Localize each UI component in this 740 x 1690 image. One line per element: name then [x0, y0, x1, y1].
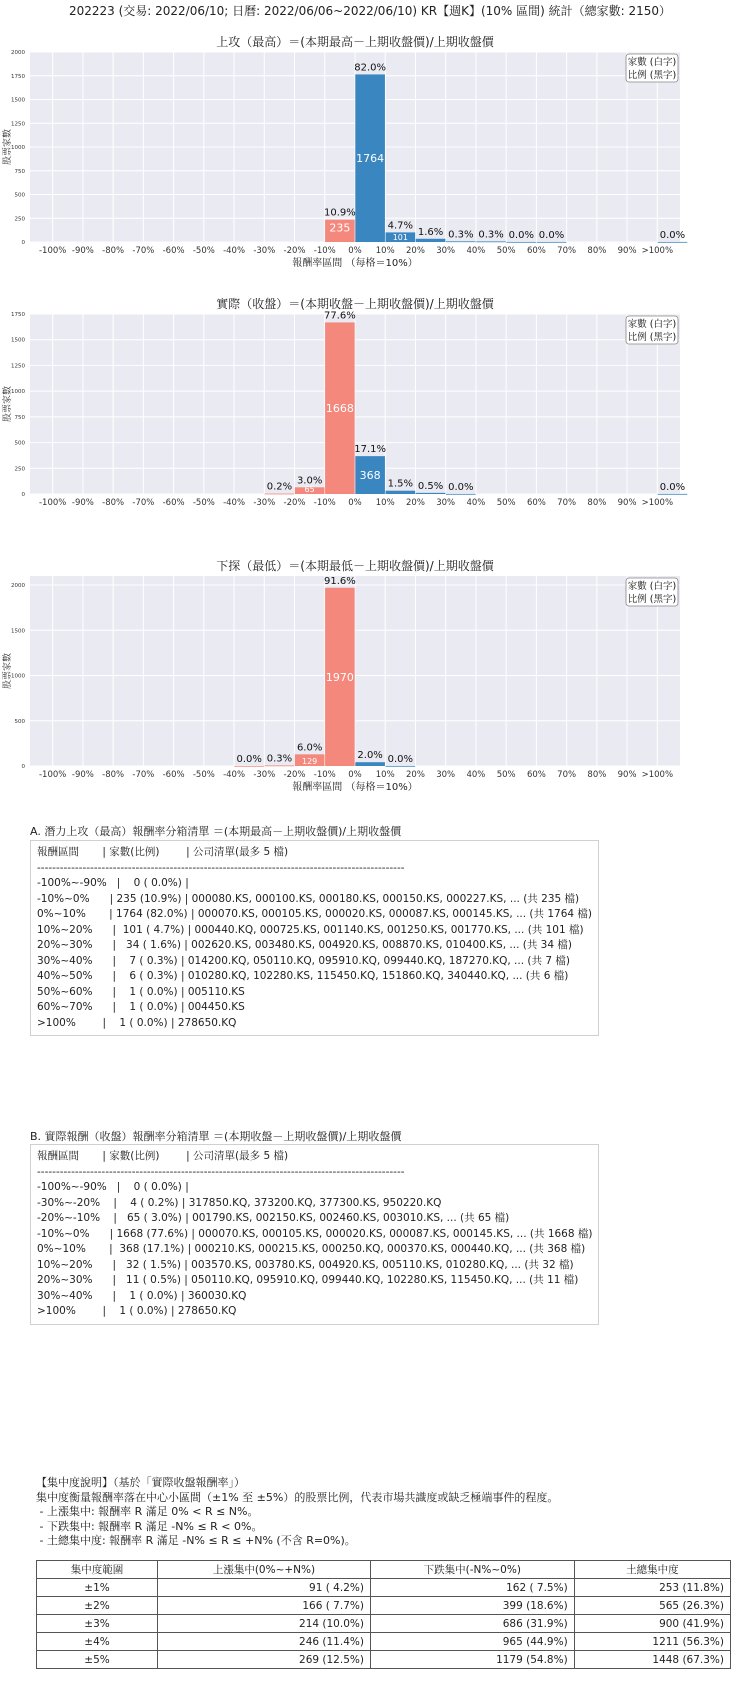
bar [265, 494, 295, 495]
x-tick-label: -90% [71, 770, 94, 780]
bar-pct-label: 10.9% [323, 207, 356, 219]
x-tick-label: 50% [496, 246, 516, 256]
y-tick-label: 1750 [11, 312, 25, 318]
bar [355, 762, 385, 766]
bar-pct-label: 77.6% [323, 310, 356, 322]
column-header: 土總集中度 [574, 1561, 730, 1579]
section-b-row: -30%~-20% | 4 ( 0.2%) | 317850.KQ, 373200.KQ, 377300.KS, 950220.KQ [37, 1196, 442, 1209]
section-a-row: >100% | 1 ( 0.0%) | 278650.KQ [37, 1016, 237, 1029]
chart-title: 實際（收盤）＝(本期收盤－上期收盤價)/上期收盤價 [216, 297, 494, 311]
x-tick-label: 90% [617, 770, 637, 780]
x-tick-label: 30% [436, 770, 456, 780]
section-a-row: -10%~0% | 235 (10.9%) | 000080.KS, 000100.KS, 000180.KS, 000150.KS, 000227.KS, ... (共 235 檔) [37, 892, 580, 905]
bar-count-label: 368 [359, 469, 381, 483]
y-tick-label: 250 [14, 216, 25, 223]
bar-pct-label: 0.3% [266, 753, 293, 765]
bar-pct-label: 0.5% [417, 480, 444, 492]
bar-count-label: 1764 [356, 152, 385, 166]
table-row [37, 1633, 731, 1651]
x-tick-label: -20% [283, 246, 306, 256]
x-tick-label: 10% [375, 770, 395, 780]
x-tick-label: 50% [496, 498, 516, 508]
bar [446, 494, 476, 495]
x-tick-label: -30% [253, 498, 276, 508]
table-cell: ±2% [37, 1597, 158, 1615]
bar [386, 491, 416, 494]
y-tick-label: 0 [21, 764, 25, 770]
y-tick-label: 1500 [11, 97, 25, 104]
x-tick-label: >100% [641, 770, 674, 780]
x-tick-label: -50% [192, 498, 215, 508]
x-tick-label: -60% [162, 246, 185, 256]
x-tick-label: 0% [348, 246, 362, 256]
y-tick-label: 1250 [11, 363, 25, 370]
section-b-row: 20%~30% | 11 ( 0.5%) | 050110.KQ, 095910.KQ, 099440.KQ, 102280.KS, 115450.KQ, ... (共 11 檔) [37, 1274, 579, 1286]
table-cell: 162 ( 7.5%) [370, 1579, 574, 1597]
bar-pct-label: 0.0% [538, 229, 565, 241]
x-tick-label: -10% [313, 498, 336, 508]
x-tick-label: 80% [587, 498, 607, 508]
concentration-note: - 上漲集中: 報酬率 R 滿足 0% < R ≤ N%。 [36, 1505, 259, 1518]
table-cell: 253 (11.8%) [574, 1579, 730, 1597]
bar-pct-label: 0.0% [387, 753, 414, 765]
bar [416, 493, 446, 494]
table-row [37, 1651, 731, 1669]
bar-pct-label: 0.0% [508, 229, 534, 241]
x-tick-label: -40% [223, 246, 246, 256]
bar [416, 239, 446, 242]
section-a-row: -100%~-90% | 0 ( 0.0%) | [37, 877, 189, 889]
table-cell: 246 (11.4%) [158, 1633, 371, 1651]
x-tick-label: -90% [71, 498, 94, 508]
y-tick-label: 250 [14, 466, 25, 473]
x-tick-label: 30% [436, 498, 456, 508]
y-axis-label: 股票家數 [3, 652, 13, 690]
x-tick-label: 50% [496, 770, 516, 780]
legend-item-ratio: 比例 (黑字) [627, 594, 677, 605]
y-tick-label: 500 [14, 192, 25, 199]
x-tick-label: 40% [466, 770, 486, 780]
y-tick-label: 500 [14, 440, 25, 447]
y-tick-label: 1250 [11, 121, 25, 128]
bar-pct-label: 3.0% [296, 475, 323, 487]
x-tick-label: 70% [557, 498, 577, 508]
section-a-table [30, 840, 599, 1036]
bar-count-label: 235 [329, 221, 351, 235]
y-tick-label: 500 [14, 718, 25, 725]
section-b-row: >100% | 1 ( 0.0%) | 278650.KQ [37, 1305, 237, 1317]
x-tick-label: 70% [557, 246, 577, 256]
section-a-separator: ------------------------------------------------------------------------------------------------- [37, 861, 405, 874]
bar-pct-label: 0.0% [448, 481, 474, 493]
concentration-table [36, 1560, 731, 1669]
section-b-row: 0%~10% | 368 (17.1%) | 000210.KS, 000215.KS, 000250.KQ, 000370.KS, 000440.KQ, ... (共 368 檔) [37, 1243, 586, 1255]
x-tick-label: -30% [253, 246, 276, 256]
bar-pct-label: 1.5% [387, 478, 414, 490]
y-tick-label: 1000 [11, 673, 25, 680]
page-title: 202223 (交易: 2022/06/10; 日曆: 2022/06/06~2022/06/10) KR【週K】(10% 區間) 統計（總家數: 2150） [68, 4, 672, 18]
bar-pct-label: 0.0% [236, 753, 262, 765]
x-tick-label: -50% [192, 770, 215, 780]
y-tick-label: 750 [14, 414, 25, 421]
table-cell: ±1% [37, 1579, 158, 1597]
legend-item-count: 家數 (白字) [627, 57, 677, 68]
section-b-row: 30%~40% | 1 ( 0.0%) | 360030.KQ [37, 1289, 247, 1302]
chart-title: 上攻（最高）＝(本期最高－上期收盤價)/上期收盤價 [216, 35, 494, 49]
x-tick-label: 40% [466, 498, 486, 508]
x-tick-label: >100% [641, 498, 674, 508]
table-cell: ±5% [37, 1651, 158, 1669]
x-tick-label: 20% [406, 498, 425, 508]
x-tick-label: -100% [38, 498, 67, 508]
column-header: 下跌集中(-N%~0%) [370, 1561, 574, 1579]
section-a-title: A. 潛力上攻（最高）報酬率分箱清單 ＝(本期最高－上期收盤價)/上期收盤價 [30, 825, 402, 838]
bar-count-label: 101 [392, 233, 408, 242]
table-cell: 686 (31.9%) [370, 1615, 574, 1633]
y-tick-label: 1500 [11, 628, 25, 635]
table-cell: 399 (18.6%) [370, 1597, 574, 1615]
section-b-table [30, 1144, 599, 1325]
x-tick-label: -20% [283, 770, 306, 780]
x-tick-label: -80% [102, 770, 125, 780]
x-tick-label: 30% [436, 246, 456, 256]
bar [234, 766, 264, 767]
bar-pct-label: 0.2% [266, 481, 293, 493]
x-tick-label: 90% [617, 246, 637, 256]
legend-item-ratio: 比例 (黑字) [627, 70, 677, 81]
bar-pct-label: 82.0% [354, 62, 387, 74]
table-cell: 269 (12.5%) [158, 1651, 371, 1669]
bar [446, 241, 476, 242]
y-tick-label: 750 [14, 168, 25, 175]
concentration-header-row [37, 1561, 731, 1579]
legend [626, 578, 678, 606]
legend-item-count: 家數 (白字) [627, 581, 677, 592]
table-cell: 91 ( 4.2%) [158, 1579, 371, 1597]
section-b-title: B. 實際報酬（收盤）報酬率分箱清單 ＝(本期收盤－上期收盤價)/上期收盤價 [30, 1130, 402, 1143]
x-tick-label: -20% [283, 498, 306, 508]
bar [658, 242, 688, 243]
bar [386, 766, 416, 767]
bar [265, 765, 295, 766]
y-tick-label: 1000 [11, 389, 25, 396]
section-b-header: 報酬區間 | 家數(比例) | 公司清單(最多 5 檔) [37, 1150, 289, 1162]
y-axis-label: 股票家數 [3, 385, 13, 423]
x-axis-label: 報酬率區間 （每格＝10%） [292, 782, 418, 793]
column-header: 集中度範圍 [37, 1561, 158, 1579]
bar-count-label: 129 [302, 757, 318, 766]
x-tick-label: -10% [313, 770, 336, 780]
table-cell: 214 (10.0%) [158, 1615, 371, 1633]
bar-pct-label: 0.3% [448, 229, 474, 241]
x-tick-label: 10% [375, 246, 395, 256]
table-row [37, 1615, 731, 1633]
y-tick-label: 0 [21, 492, 25, 498]
bar-pct-label: 91.6% [323, 575, 356, 587]
x-tick-label: -30% [253, 770, 276, 780]
concentration-heading: 【集中度說明】（基於「實際收盤報酬率」） [36, 1476, 245, 1489]
bar [537, 242, 567, 243]
legend [626, 54, 678, 82]
table-cell: 965 (44.9%) [370, 1633, 574, 1651]
legend-item-ratio: 比例 (黑字) [627, 332, 677, 343]
column-header: 上漲集中(0%~+N%) [158, 1561, 371, 1579]
bar [658, 494, 688, 495]
concentration-notes [36, 1476, 558, 1549]
x-tick-label: 20% [406, 770, 425, 780]
bar-pct-label: 0.0% [659, 229, 686, 241]
x-tick-label: 60% [526, 498, 546, 508]
table-cell: ±4% [37, 1633, 158, 1651]
x-tick-label: 10% [375, 498, 395, 508]
bar [506, 242, 536, 243]
section-a-row: 50%~60% | 1 ( 0.0%) | 005110.KS [37, 985, 245, 998]
concentration-note: - 土總集中度: 報酬率 R 滿足 -N% ≤ R ≤ +N% (不含 R=0%)。 [36, 1534, 356, 1547]
bar-count-label: 65 [304, 485, 315, 494]
table-cell: 1179 (54.8%) [370, 1651, 574, 1669]
chart-title: 下探（最低）＝(本期最低－上期收盤價)/上期收盤價 [216, 559, 494, 573]
bar [476, 241, 506, 242]
x-tick-label: >100% [641, 246, 674, 256]
bar-pct-label: 6.0% [296, 742, 323, 754]
x-tick-label: -40% [223, 770, 246, 780]
bar-pct-label: 17.1% [354, 444, 387, 456]
x-tick-label: -70% [132, 246, 155, 256]
bar-pct-label: 1.6% [417, 226, 444, 238]
x-tick-label: 20% [406, 246, 425, 256]
table-row [37, 1597, 731, 1615]
table-row [37, 1579, 731, 1597]
x-tick-label: -80% [102, 498, 125, 508]
x-tick-label: -60% [162, 770, 185, 780]
x-axis-label: 報酬率區間 （每格＝10%） [292, 258, 418, 269]
section-a-row: 40%~50% | 6 ( 0.3%) | 010280.KQ, 102280.KS, 115450.KQ, 151860.KQ, 340440.KQ, ... (共 6 檔) [37, 970, 569, 982]
section-b-row: 10%~20% | 32 ( 1.5%) | 003570.KS, 003780.KS, 004920.KS, 005110.KS, 010280.KQ, ... (共 32 檔) [37, 1258, 574, 1271]
x-tick-label: 0% [348, 770, 362, 780]
section-a-row: 30%~40% | 7 ( 0.3%) | 014200.KQ, 050110.KQ, 095910.KQ, 099440.KQ, 187270.KQ, ... (共 7 檔) [37, 954, 570, 967]
section-a-row: 10%~20% | 101 ( 4.7%) | 000440.KQ, 000725.KS, 001140.KS, 001250.KS, 001770.KS, ... (共 101 檔) [37, 923, 584, 936]
y-tick-label: 1750 [11, 73, 25, 80]
bar-count-label: 1970 [325, 670, 354, 684]
y-tick-label: 2000 [11, 50, 25, 56]
x-tick-label: 80% [587, 770, 607, 780]
bar-pct-label: 0.3% [478, 229, 504, 241]
y-tick-label: 0 [21, 240, 25, 246]
section-b-row: -100%~-90% | 0 ( 0.0%) | [37, 1181, 189, 1193]
bar-count-label: 1668 [325, 402, 354, 416]
x-tick-label: -100% [38, 770, 67, 780]
legend [626, 316, 678, 344]
concentration-note: 集中度衡量報酬率落在中心小區間（±1% 至 ±5%）的股票比例，代表市場共識度或缺乏極端事件的程度。 [36, 1490, 559, 1504]
chart-downside [0, 554, 740, 814]
x-tick-label: -90% [71, 246, 94, 256]
x-tick-label: -100% [38, 246, 67, 256]
x-tick-label: -70% [132, 770, 155, 780]
bar-pct-label: 0.0% [659, 481, 686, 493]
table-cell: 1448 (67.3%) [574, 1651, 730, 1669]
x-tick-label: -50% [192, 246, 215, 256]
x-tick-label: 70% [557, 770, 577, 780]
x-tick-label: 80% [587, 246, 607, 256]
x-tick-label: 90% [617, 498, 637, 508]
chart-upside [0, 30, 740, 290]
table-cell: ±3% [37, 1615, 158, 1633]
x-tick-label: 60% [526, 770, 546, 780]
x-tick-label: -60% [162, 498, 185, 508]
x-tick-label: -80% [102, 246, 125, 256]
x-tick-label: 40% [466, 246, 486, 256]
y-axis-label: 股票家數 [3, 128, 13, 166]
x-tick-label: -40% [223, 498, 246, 508]
concentration-note: - 下跌集中: 報酬率 R 滿足 -N% ≤ R < 0%。 [36, 1519, 263, 1533]
section-a-row: 60%~70% | 1 ( 0.0%) | 004450.KS [37, 1001, 245, 1013]
section-b-row: -20%~-10% | 65 ( 3.0%) | 001790.KS, 002150.KS, 002460.KS, 003010.KS, ... (共 65 檔) [37, 1212, 510, 1224]
x-tick-label: -10% [313, 246, 336, 256]
x-tick-label: -70% [132, 498, 155, 508]
y-tick-label: 2000 [11, 583, 25, 590]
section-a-header: 報酬區間 | 家數(比例) | 公司清單(最多 5 檔) [37, 846, 289, 858]
x-tick-label: 60% [526, 246, 546, 256]
table-cell: 166 ( 7.7%) [158, 1597, 371, 1615]
table-cell: 565 (26.3%) [574, 1597, 730, 1615]
y-tick-label: 1500 [11, 337, 25, 344]
bar-pct-label: 4.7% [387, 220, 414, 232]
section-b-separator: ------------------------------------------------------------------------------------------------- [37, 1165, 405, 1178]
y-tick-label: 1000 [11, 145, 25, 151]
section-a-row: 0%~10% | 1764 (82.0%) | 000070.KS, 000105.KS, 000020.KS, 000087.KS, 000145.KS, ... (共 1764 檔) [37, 908, 593, 920]
section-a-row: 20%~30% | 34 ( 1.6%) | 002620.KS, 003480.KS, 004920.KS, 008870.KS, 010400.KS, ... (共 34 檔) [37, 939, 572, 951]
chart-actual [0, 292, 740, 542]
bar-pct-label: 2.0% [357, 750, 383, 762]
table-cell: 1211 (56.3%) [574, 1633, 730, 1651]
x-tick-label: 0% [348, 498, 362, 508]
section-b-row: -10%~0% | 1668 (77.6%) | 000070.KS, 000105.KS, 000020.KS, 000087.KS, 000145.KS, ... (共 1668 檔) [37, 1227, 593, 1240]
legend-item-count: 家數 (白字) [627, 319, 677, 330]
table-cell: 900 (41.9%) [574, 1615, 730, 1633]
